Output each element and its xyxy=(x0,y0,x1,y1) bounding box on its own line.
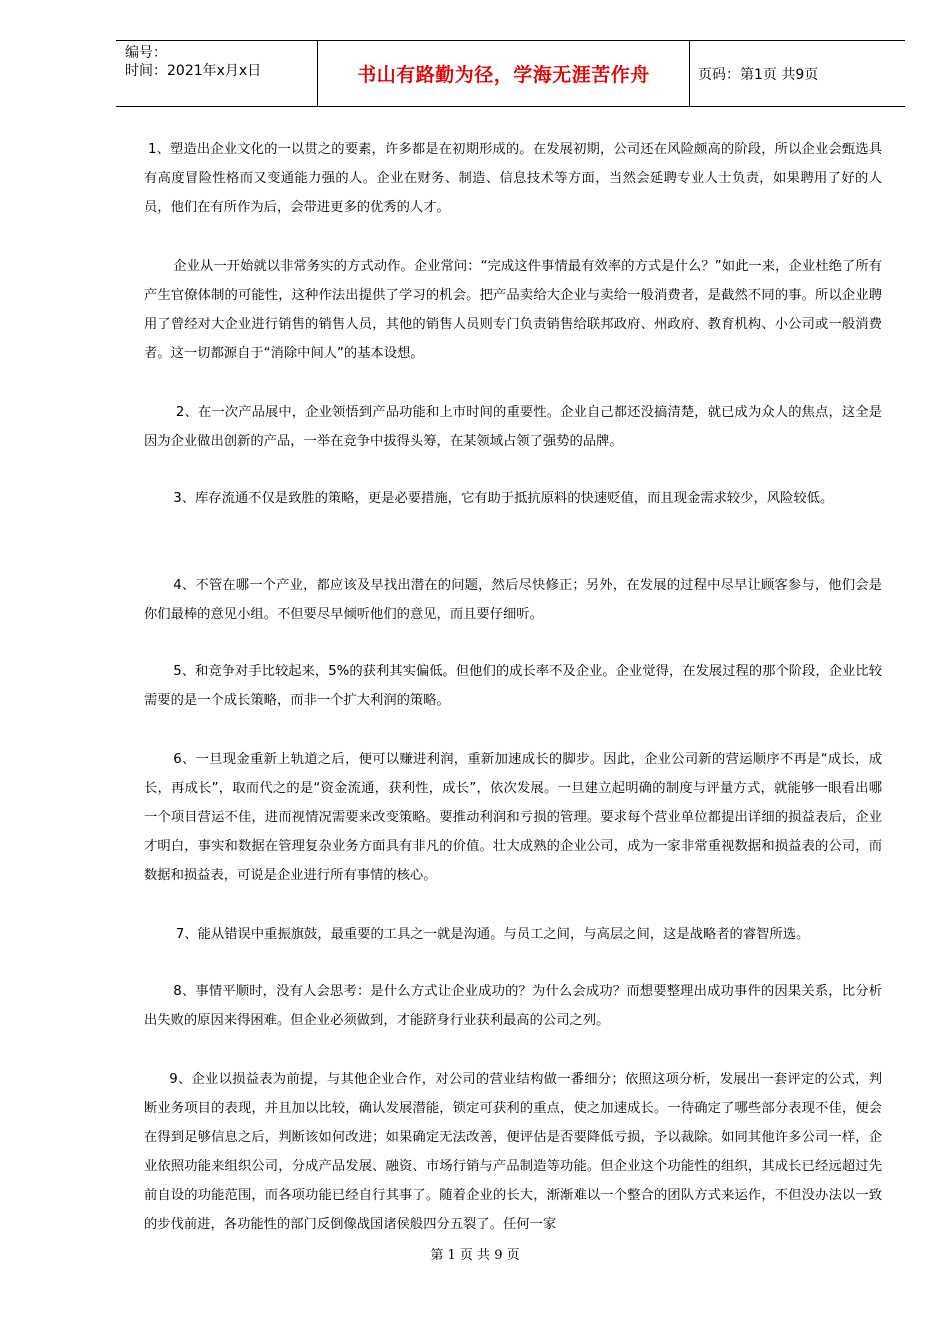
document-body xyxy=(144,135,882,1239)
paragraph-5: 4、不管在哪一个产业，都应该及早找出潜在的问题，然后尽快修正；另外，在发展的过程中尽早让顾客参与，他们会是你们最棒的意见小组。不但要尽早倾听他们的意见，而且要仔细听。 xyxy=(144,578,882,622)
paragraph-10: 9、企业以损益表为前提，与其他企业合作，对公司的营业结构做一番细分；依照这项分析，发展出一套评定的公式，判断业务项目的表现，并且加以比较，确认发展潜能，锁定可获利的重点，使之加速成长。一待确定了哪些部分表现不佳，便会在得到足够信息之后，判断该如何改进；如果确定无法改善，便评估是否要降低亏损，予以裁除。如同其他许多公司一样，企业依照功能来组织公司，分成产品发展、融资、市场行销与产品制造等功能。但企业这个功能性的组织，其成长已经远超过先前自设的功能范围，而各项功能已经自行其事了。随着企业的长大，渐渐难以一个整合的团队方式来运作，不但没办法以一致的步伐前进，各功能性的部门反倒像战国诸侯般四分五裂了。任何一家 xyxy=(144,1072,882,1232)
header-page-info: 页码：第1页 共9页 xyxy=(698,66,819,83)
paragraph-3: 2、在一次产品展中，企业领悟到产品功能和上市时间的重要性。企业自己都还没搞清楚，就已成为众人的焦点，这全是因为企业做出创新的产品，一举在竞争中拔得头筹，在某领域占领了强势的品牌。 xyxy=(144,405,882,449)
paragraph-9: 8、事情平顺时，没有人会思考：是什么方式让企业成功的？为什么会成功？而想要整理出成功事件的因果关系，比分析出失败的原因来得困难。但企业必须做到，才能跻身行业获利最高的公司之列。 xyxy=(144,984,882,1028)
document-time-label: 时间：2021年x月x日 xyxy=(125,63,262,79)
paragraph-2: 企业从一开始就以非常务实的方式动作。企业常问：“完成这件事情最有效率的方式是什么？”如此一来，企业杜绝了所有产生官僚体制的可能性，这种作法出提供了学习的机会。把产品卖给大企业与卖给一般消费者，是截然不同的事。所以企业聘用了曾经对大企业进行销售的销售人员，其他的销售人员则专门负责销售给联邦政府、州政府、教育机构、小公司或一般消费者。这一切都源自于“消除中间人”的基本设想。 xyxy=(144,259,882,361)
document-number-label: 编号： xyxy=(125,45,167,61)
paragraph-8: 7、能从错误中重振旗鼓，最重要的工具之一就是沟通。与员工之间，与高层之间，这是战略者的睿智所选。 xyxy=(175,927,810,942)
header-meta xyxy=(125,44,261,80)
paragraph-4: 3、库存流通不仅是致胜的策略，更是必要措施，它有助于抵抗原料的快速贬值，而且现金需求较少，风险较低。 xyxy=(173,491,834,506)
page-header xyxy=(116,40,905,107)
header-motto: 书山有路勤为径，学海无涯苦作舟 xyxy=(357,64,650,86)
page-footer: 第 1 页 共 9 页 xyxy=(430,1248,520,1263)
paragraph-6: 5、和竞争对手比较起来，5%的获利其实偏低。但他们的成长率不及企业。企业觉得，在发展过程的那个阶段，企业比较需要的是一个成长策略，而非一个扩大利润的策略。 xyxy=(144,664,882,708)
paragraph-7: 6、一旦现金重新上轨道之后，便可以赚进利润，重新加速成长的脚步。因此，企业公司新的营运顺序不再是“成长，成长，再成长”，取而代之的是“资金流通，获利性，成长”，依次发展。一旦建立起明确的制度与评量方式，就能够一眼看出哪一个项目营运不佳，进而视情况需要来改变策略。要推动利润和亏损的管理。要求每个营业单位都提出详细的损益表后，企业才明白，事实和数据在管理复杂业务方面具有非凡的价值。壮大成熟的企业公司，成为一家非常重视数据和损益表的公司，而数据和损益表，可说是企业进行所有事情的核心。 xyxy=(144,752,882,883)
paragraph-1: 1、塑造出企业文化的一以贯之的要素，许多都是在初期形成的。在发展初期，公司还在风险颇高的阶段，所以企业会甄选具有高度冒险性格而又变通能力强的人。企业在财务、制造、信息技术等方面，当然会延聘专业人士负责，如果聘用了好的人员，他们在有所作为后，会带进更多的优秀的人才。 xyxy=(144,142,882,215)
header-motto-cell xyxy=(317,41,690,106)
